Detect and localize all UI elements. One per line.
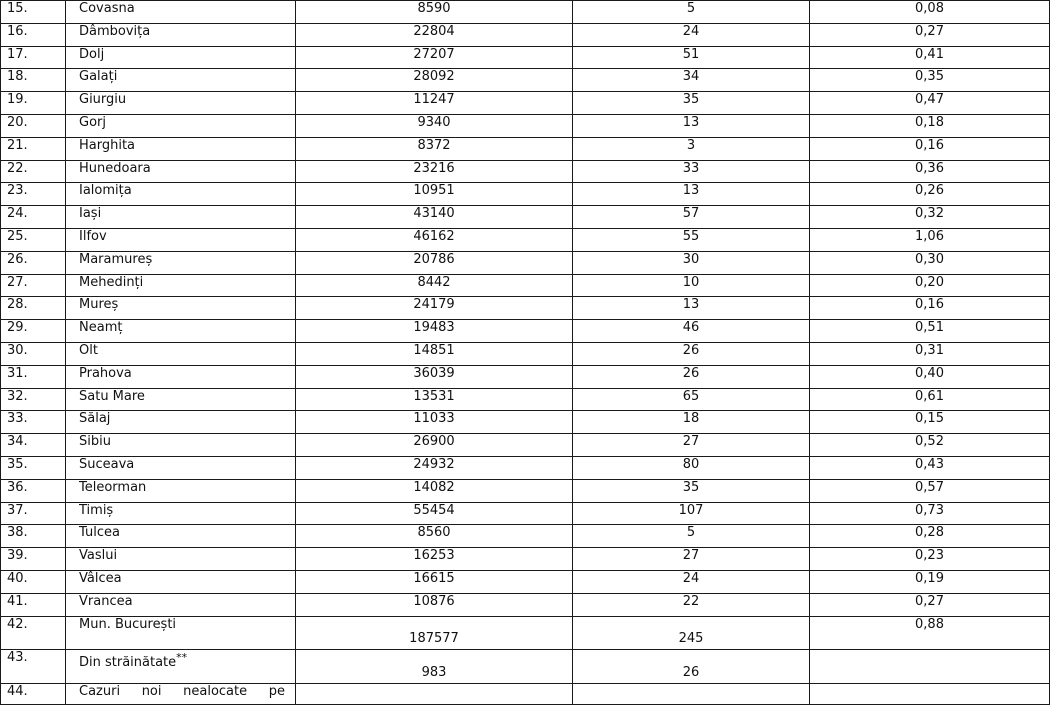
table-row bbox=[1, 502, 1050, 525]
incidence-rate: 0,16 bbox=[810, 297, 1050, 320]
incidence-rate: 0,18 bbox=[810, 114, 1050, 137]
county-name: Cazuri noi nealocate pe bbox=[66, 683, 296, 704]
incidence-rate: 1,06 bbox=[810, 228, 1050, 251]
table-row bbox=[1, 228, 1050, 251]
population-value: 26900 bbox=[296, 434, 573, 457]
population-value: 20786 bbox=[296, 251, 573, 274]
population-value: 36039 bbox=[296, 365, 573, 388]
incidence-rate: 0,43 bbox=[810, 456, 1050, 479]
county-name: Prahova bbox=[66, 365, 296, 388]
incidence-rate: 0,19 bbox=[810, 570, 1050, 593]
incidence-rate: 0,28 bbox=[810, 525, 1050, 548]
county-name: Sălaj bbox=[66, 411, 296, 434]
county-name: Neamț bbox=[66, 320, 296, 343]
population-value: 187577 bbox=[296, 616, 573, 650]
case-count: 10 bbox=[573, 274, 810, 297]
incidence-rate: 0,31 bbox=[810, 342, 1050, 365]
table-row bbox=[1, 365, 1050, 388]
table-row bbox=[1, 593, 1050, 616]
population-value: 28092 bbox=[296, 69, 573, 92]
case-count: 3 bbox=[573, 137, 810, 160]
county-name: Satu Mare bbox=[66, 388, 296, 411]
case-count: 35 bbox=[573, 92, 810, 115]
case-count: 22 bbox=[573, 593, 810, 616]
county-name: Harghita bbox=[66, 137, 296, 160]
county-name: Sibiu bbox=[66, 434, 296, 457]
case-count: 13 bbox=[573, 297, 810, 320]
county-name: Olt bbox=[66, 342, 296, 365]
population-value: 46162 bbox=[296, 228, 573, 251]
incidence-rate: 0,16 bbox=[810, 137, 1050, 160]
county-name bbox=[66, 650, 296, 684]
population-value bbox=[296, 683, 573, 704]
population-value: 23216 bbox=[296, 160, 573, 183]
county-name: Dolj bbox=[66, 46, 296, 69]
row-number: 39. bbox=[1, 548, 66, 571]
population-value: 24932 bbox=[296, 456, 573, 479]
incidence-rate bbox=[810, 683, 1050, 704]
population-value: 8590 bbox=[296, 1, 573, 24]
row-number: 30. bbox=[1, 342, 66, 365]
case-count: 80 bbox=[573, 456, 810, 479]
population-value: 9340 bbox=[296, 114, 573, 137]
row-number: 23. bbox=[1, 183, 66, 206]
population-value: 16615 bbox=[296, 570, 573, 593]
table-row bbox=[1, 1, 1050, 24]
case-count: 27 bbox=[573, 434, 810, 457]
incidence-rate: 0,26 bbox=[810, 183, 1050, 206]
population-value: 983 bbox=[296, 650, 573, 684]
row-number: 15. bbox=[1, 1, 66, 24]
population-value: 14082 bbox=[296, 479, 573, 502]
incidence-rate: 0,32 bbox=[810, 206, 1050, 229]
table-row bbox=[1, 297, 1050, 320]
row-number: 18. bbox=[1, 69, 66, 92]
population-value: 24179 bbox=[296, 297, 573, 320]
county-name: Mehedinți bbox=[66, 274, 296, 297]
row-number: 31. bbox=[1, 365, 66, 388]
table-row bbox=[1, 456, 1050, 479]
case-count bbox=[573, 683, 810, 704]
population-value: 19483 bbox=[296, 320, 573, 343]
population-value: 55454 bbox=[296, 502, 573, 525]
population-value: 16253 bbox=[296, 548, 573, 571]
table-row bbox=[1, 114, 1050, 137]
population-value: 8442 bbox=[296, 274, 573, 297]
case-count: 13 bbox=[573, 114, 810, 137]
county-name: Teleorman bbox=[66, 479, 296, 502]
incidence-rate: 0,73 bbox=[810, 502, 1050, 525]
row-number: 40. bbox=[1, 570, 66, 593]
case-count: 18 bbox=[573, 411, 810, 434]
population-value: 11247 bbox=[296, 92, 573, 115]
row-number: 27. bbox=[1, 274, 66, 297]
county-name: Covasna bbox=[66, 1, 296, 24]
row-number: 42. bbox=[1, 616, 66, 650]
case-count: 5 bbox=[573, 1, 810, 24]
population-value: 10876 bbox=[296, 593, 573, 616]
population-value: 8560 bbox=[296, 525, 573, 548]
case-count: 26 bbox=[573, 650, 810, 684]
row-number: 38. bbox=[1, 525, 66, 548]
case-count: 24 bbox=[573, 570, 810, 593]
incidence-rate: 0,27 bbox=[810, 593, 1050, 616]
row-number: 24. bbox=[1, 206, 66, 229]
population-value: 10951 bbox=[296, 183, 573, 206]
incidence-rate: 0,35 bbox=[810, 69, 1050, 92]
county-name: Suceava bbox=[66, 456, 296, 479]
county-name: Vâlcea bbox=[66, 570, 296, 593]
row-number: 26. bbox=[1, 251, 66, 274]
table-row bbox=[1, 92, 1050, 115]
table-row bbox=[1, 342, 1050, 365]
incidence-rate: 0,08 bbox=[810, 1, 1050, 24]
table-row bbox=[1, 434, 1050, 457]
county-name: Galați bbox=[66, 69, 296, 92]
table-body bbox=[1, 1, 1050, 705]
county-name: Vrancea bbox=[66, 593, 296, 616]
incidence-rate bbox=[810, 650, 1050, 684]
population-value: 22804 bbox=[296, 23, 573, 46]
incidence-rate: 0,61 bbox=[810, 388, 1050, 411]
row-number: 33. bbox=[1, 411, 66, 434]
row-number: 16. bbox=[1, 23, 66, 46]
incidence-rate: 0,27 bbox=[810, 23, 1050, 46]
table-row bbox=[1, 274, 1050, 297]
county-name: Hunedoara bbox=[66, 160, 296, 183]
case-count: 107 bbox=[573, 502, 810, 525]
table-row bbox=[1, 183, 1050, 206]
table-row bbox=[1, 411, 1050, 434]
case-count: 57 bbox=[573, 206, 810, 229]
footnote-marker: ** bbox=[176, 651, 188, 665]
incidence-rate: 0,88 bbox=[810, 616, 1050, 650]
county-name: Gorj bbox=[66, 114, 296, 137]
case-count: 55 bbox=[573, 228, 810, 251]
incidence-rate: 0,41 bbox=[810, 46, 1050, 69]
county-name: Mun. București bbox=[66, 616, 296, 650]
row-number: 17. bbox=[1, 46, 66, 69]
case-count: 245 bbox=[573, 616, 810, 650]
population-value: 11033 bbox=[296, 411, 573, 434]
incidence-rate: 0,23 bbox=[810, 548, 1050, 571]
population-value: 8372 bbox=[296, 137, 573, 160]
row-number: 43. bbox=[1, 650, 66, 684]
table-row bbox=[1, 320, 1050, 343]
county-name: Ilfov bbox=[66, 228, 296, 251]
case-count: 27 bbox=[573, 548, 810, 571]
row-number: 21. bbox=[1, 137, 66, 160]
incidence-rate: 0,15 bbox=[810, 411, 1050, 434]
county-name: Mureș bbox=[66, 297, 296, 320]
county-name: Ialomița bbox=[66, 183, 296, 206]
table-row-abroad bbox=[1, 650, 1050, 684]
row-number: 22. bbox=[1, 160, 66, 183]
row-number: 25. bbox=[1, 228, 66, 251]
incidence-rate: 0,40 bbox=[810, 365, 1050, 388]
case-count: 5 bbox=[573, 525, 810, 548]
table-row-bucuresti bbox=[1, 616, 1050, 650]
table-row bbox=[1, 160, 1050, 183]
county-name: Iași bbox=[66, 206, 296, 229]
case-count: 26 bbox=[573, 365, 810, 388]
incidence-rate: 0,30 bbox=[810, 251, 1050, 274]
incidence-rate: 0,57 bbox=[810, 479, 1050, 502]
table-row bbox=[1, 251, 1050, 274]
row-number: 32. bbox=[1, 388, 66, 411]
county-name: Maramureș bbox=[66, 251, 296, 274]
row-number: 37. bbox=[1, 502, 66, 525]
table-row bbox=[1, 388, 1050, 411]
case-count: 13 bbox=[573, 183, 810, 206]
county-name: Giurgiu bbox=[66, 92, 296, 115]
incidence-rate: 0,36 bbox=[810, 160, 1050, 183]
case-count: 33 bbox=[573, 160, 810, 183]
population-value: 27207 bbox=[296, 46, 573, 69]
row-number: 29. bbox=[1, 320, 66, 343]
row-number: 41. bbox=[1, 593, 66, 616]
row-number: 36. bbox=[1, 479, 66, 502]
county-name: Timiș bbox=[66, 502, 296, 525]
case-count: 35 bbox=[573, 479, 810, 502]
case-count: 24 bbox=[573, 23, 810, 46]
table-row bbox=[1, 206, 1050, 229]
case-count: 34 bbox=[573, 69, 810, 92]
county-name: Tulcea bbox=[66, 525, 296, 548]
row-number: 35. bbox=[1, 456, 66, 479]
case-count: 51 bbox=[573, 46, 810, 69]
population-value: 43140 bbox=[296, 206, 573, 229]
county-name: Vaslui bbox=[66, 548, 296, 571]
incidence-rate: 0,51 bbox=[810, 320, 1050, 343]
table-row bbox=[1, 137, 1050, 160]
table-row bbox=[1, 479, 1050, 502]
incidence-rate: 0,20 bbox=[810, 274, 1050, 297]
row-number: 28. bbox=[1, 297, 66, 320]
case-count: 65 bbox=[573, 388, 810, 411]
incidence-rate: 0,52 bbox=[810, 434, 1050, 457]
table-row bbox=[1, 525, 1050, 548]
county-name: Dâmbovița bbox=[66, 23, 296, 46]
row-number: 20. bbox=[1, 114, 66, 137]
table-row bbox=[1, 69, 1050, 92]
row-number: 44. bbox=[1, 683, 66, 704]
incidence-rate: 0,47 bbox=[810, 92, 1050, 115]
table-row bbox=[1, 570, 1050, 593]
case-count: 30 bbox=[573, 251, 810, 274]
table-row bbox=[1, 23, 1050, 46]
case-count: 46 bbox=[573, 320, 810, 343]
population-value: 13531 bbox=[296, 388, 573, 411]
table-row bbox=[1, 46, 1050, 69]
case-count: 26 bbox=[573, 342, 810, 365]
table-row-unallocated bbox=[1, 683, 1050, 704]
population-value: 14851 bbox=[296, 342, 573, 365]
row-number: 19. bbox=[1, 92, 66, 115]
row-number: 34. bbox=[1, 434, 66, 457]
table-row bbox=[1, 548, 1050, 571]
county-name-text: Din străinătate bbox=[79, 655, 177, 671]
